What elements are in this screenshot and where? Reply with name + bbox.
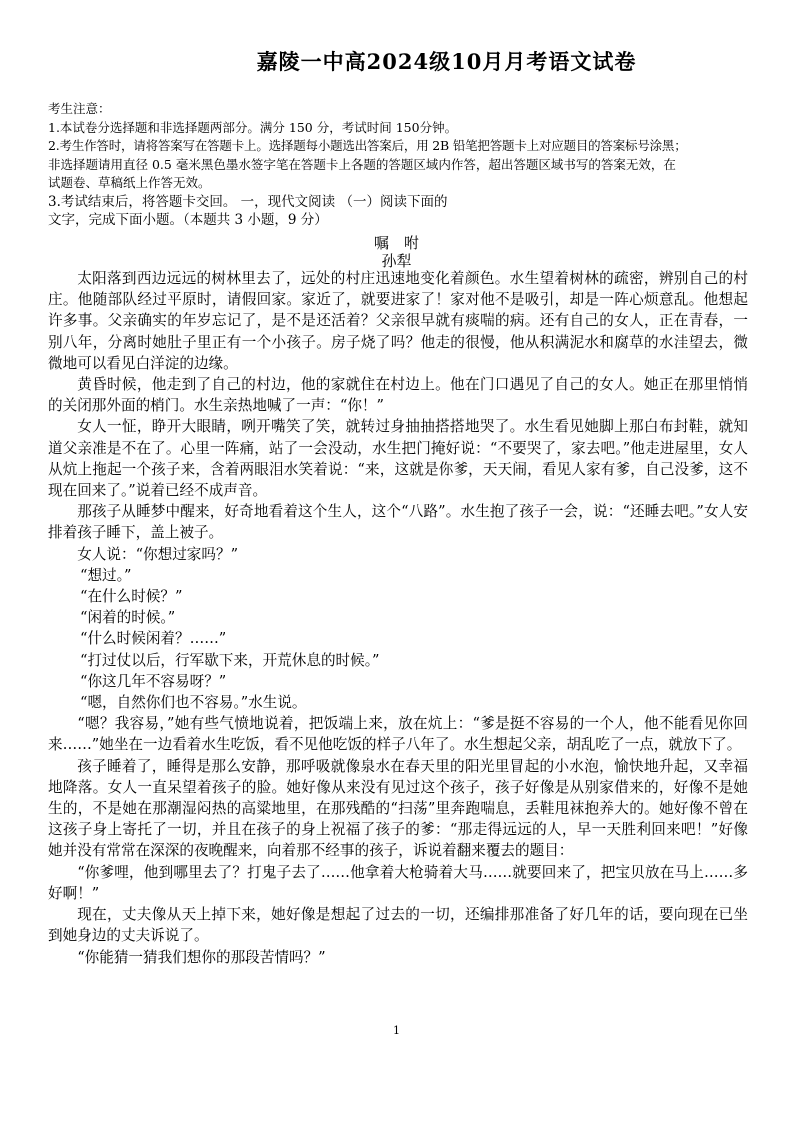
article-body	[48, 268, 748, 968]
article-paragraph: 女人说：“你想过家吗？”	[77, 545, 239, 563]
article-title: 嘱 咐	[373, 234, 419, 252]
article-paragraph: 现在，丈夫像从天上掉下来，她好像是想起了过去的一切，还编排那准备了好几年的话，要向现在已坐到她身边的丈夫诉说了。	[48, 906, 748, 945]
exam-title: 嘉陵一中高2024级10月月考语文试卷	[256, 49, 637, 74]
dialogue-line: “嗯，自然你们也不容易。”水生说。	[80, 694, 307, 712]
notice-line-4: 文字，完成下面小题。（本题共 3 小题，9 分）	[48, 212, 328, 228]
dialogue-line: “闲着的时候。”	[80, 609, 176, 627]
notice-line-2c: 试题卷、草稿纸上作答无效。	[48, 175, 211, 190]
notice-line-2a: 2.考生作答时，请将答案写在答题卡上。选择题每小题选出答案后，用 2B 铅笔把答题卡上对应题目的答案标号涂黑；	[48, 138, 687, 153]
notice-line-3: 3.考试结束后，将答题卡交回。 一，现代文阅读 （一）阅读下面的	[48, 193, 448, 210]
dialogue-line: “你这几年不容易呀？”	[80, 672, 227, 690]
article-paragraph: “嗯？我容易，”她有些气愤地说着，把饭端上来，放在炕上：“爹是挺不容易的一个人，他不能看见你回来……”她坐在一边看着水生吃饭，看不见他吃饭的样子八年了。水生想起父亲，胡乱吃了一点，就放下了。	[48, 715, 748, 754]
article-paragraph: “你能猜一猜我们想你的那段苦情吗？”	[77, 948, 326, 966]
article-paragraph: 孩子睡着了，睡得是那么安静，那呼吸就像泉水在春天里的阳光里冒起的小水泡，愉快地升起，又幸福地降落。女人一直呆望着孩子的脸。她好像从来没有见过这个孩子，孩子好像是从别家借来的，好像不是她生的，不是她在那潮湿闷热的高粱地里，在那残酷的“扫荡”里奔跑喘息，丢鞋甩袜抱养大的。她好像不曾在这孩子身上寄托了一切，并且在孩子的身上祝福了孩子的爹：“那走得远远的人，早一天胜利回来吧！”好像她并没有常常在深深的夜晚醒来，向着那不经事的孩子，诉说着翻来覆去的题目：	[48, 757, 748, 860]
article-paragraph: “你爹哩，他到哪里去了？打鬼子去了……他拿着大枪骑着大马……就要回来了，把宝贝放在马上……多好啊！”	[48, 863, 748, 902]
dialogue-line: “在什么时候？”	[80, 588, 183, 606]
article-paragraph: 那孩子从睡梦中醒来，好奇地看着这个生人，这个“八路”。水生抱了孩子一会，说：“还睡去吧。”女人安排着孩子睡下，盖上被子。	[48, 503, 748, 542]
dialogue-line: “什么时候闲着？……”	[80, 630, 227, 648]
notice-line-1: 1.本试卷分选择题和非选择题两部分。满分 150 分，考试时间 150分钟。	[48, 119, 458, 135]
notice-heading: 考生注意：	[48, 101, 111, 116]
dialogue-line: “想过。”	[80, 566, 132, 584]
notice-line-2b: 非选择题请用直径 0.5 毫米黑色墨水签字笔在答题卡上各题的答题区域内作答，超出答题区域书写的答案无效，在	[48, 156, 676, 172]
article-author: 孙犁	[381, 252, 412, 270]
page-number: 1	[393, 1024, 400, 1037]
article-paragraph: 女人一怔，睁开大眼睛，咧开嘴笑了笑，就转过身抽抽搭搭地哭了。水生看见她脚上那白布封鞋，就知道父亲准是不在了。心里一阵痛，站了一会没动，水生把门掩好说：“不要哭了，家去吧。”他走进屋里，女人从炕上拖起一个孩子来，含着两眼泪水笑着说：“来，这就是你爹，天天闹，看见人家有爹，自己没爹，这不现在回来了。”说着已经不成声音。	[48, 418, 748, 500]
article-paragraph: 太阳落到西边远远的树林里去了，远处的村庄迅速地变化着颜色。水生望着树林的疏密，辨别自己的村庄。他随部队经过平原时，请假回家。家近了，就要进家了！家对他不是吸引，却是一阵心烦意乱。他想起许多事。父亲确实的年岁忘记了，是不是还活着？父亲很早就有痰喘的病。还有自己的女人，正在青春，一别八年，分离时她肚子里正有一个小孩子。房子烧了吗？他走的很慢，他从积满泥水和腐草的水洼望去，微微地可以看见白洋淀的边缘。	[48, 270, 748, 372]
candidate-notice	[48, 100, 748, 230]
article-paragraph: 黄昏时候，他走到了自己的村边，他的家就住在村边上。他在门口遇见了自己的女人。她正在那里悄悄的关闭那外面的梢门。水生亲热地喊了一声：“你！”	[48, 376, 748, 415]
dialogue-line: “打过仗以后，行军歇下来，开荒休息的时候。”	[80, 651, 380, 669]
